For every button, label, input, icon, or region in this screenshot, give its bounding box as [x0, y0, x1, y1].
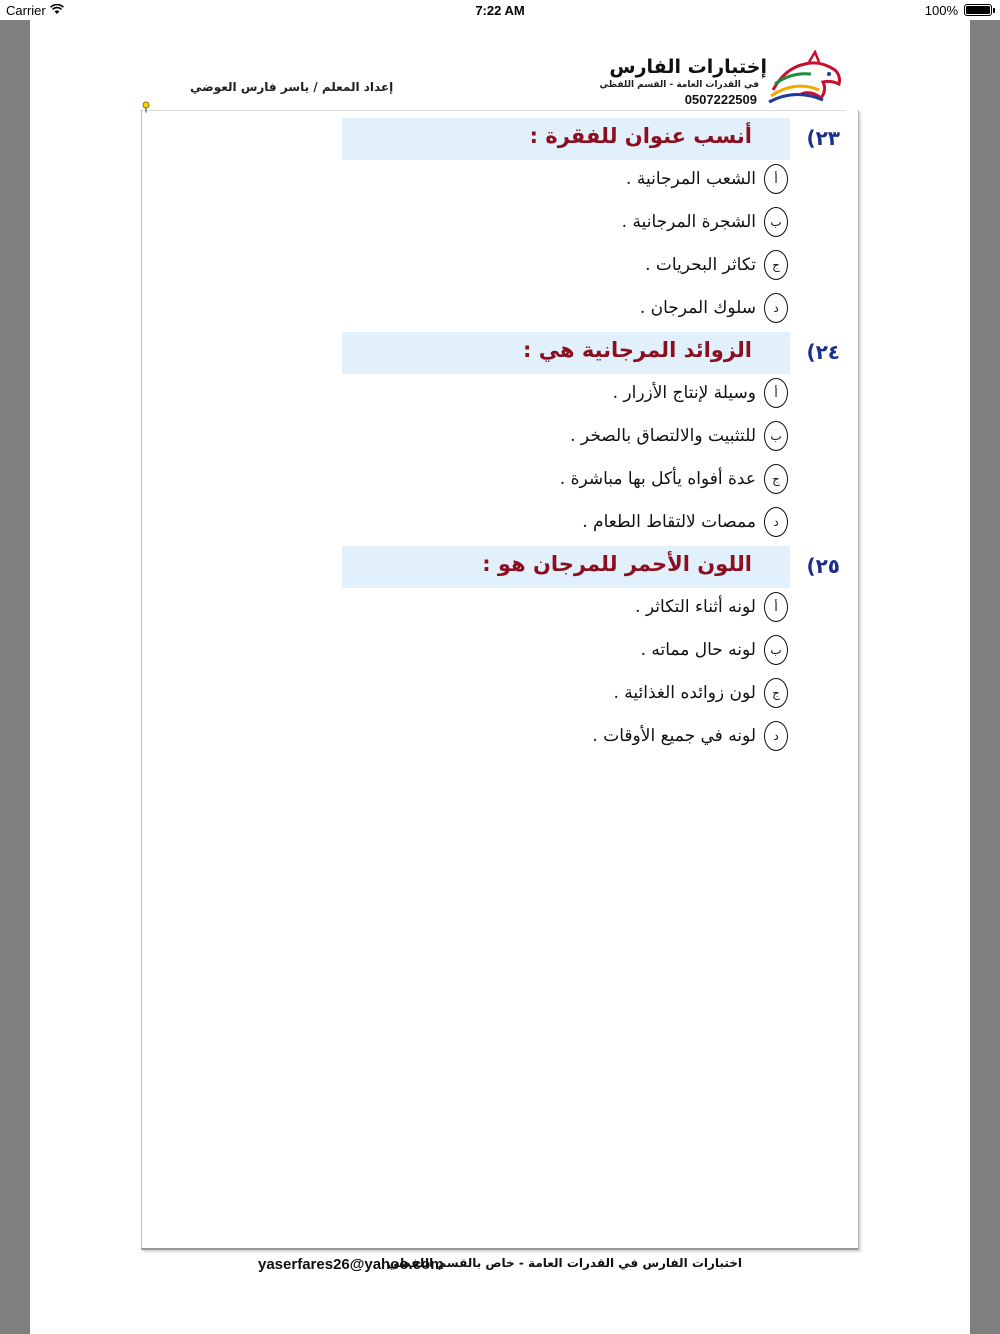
question-text: الزوائد المرجانية هي : — [523, 338, 752, 362]
logo-subtitle: في القدرات العامة - القسم اللفظي — [599, 80, 759, 90]
teacher-name: إعداد المعلم / ياسر فارس العوضي — [190, 80, 394, 94]
clock: 7:22 AM — [475, 3, 525, 18]
option-letter-circle[interactable]: ج — [764, 678, 788, 708]
battery-percent: 100% — [924, 3, 958, 18]
option-letter-circle[interactable]: أ — [764, 592, 788, 622]
answer-option[interactable] — [626, 162, 788, 196]
option-text: تكاثر البحريات . — [645, 255, 756, 275]
logo-title: إختبارات الفارس — [609, 56, 767, 78]
option-letter-circle[interactable]: ب — [764, 207, 788, 237]
pin-icon — [142, 98, 150, 110]
horse-head-icon — [765, 50, 845, 110]
answer-option[interactable] — [622, 205, 788, 239]
battery-fill — [966, 6, 990, 14]
answer-option[interactable] — [641, 633, 788, 667]
battery-icon — [964, 4, 992, 16]
option-text: وسيلة لإنتاج الأزرار . — [612, 383, 756, 403]
document-page[interactable] — [30, 20, 970, 1334]
status-bar — [0, 0, 1000, 20]
carrier-label: Carrier — [6, 3, 46, 18]
option-letter-circle[interactable]: د — [764, 293, 788, 323]
answer-option[interactable] — [645, 248, 788, 282]
answer-option[interactable] — [613, 376, 788, 410]
question-number: ٢٤) — [806, 340, 840, 364]
answer-option[interactable] — [592, 719, 788, 753]
answer-option[interactable] — [614, 676, 789, 710]
question-text: أنسب عنوان للفقرة : — [529, 124, 752, 148]
logo-phone: 0507222509 — [684, 92, 757, 107]
logo — [599, 50, 845, 110]
answer-option[interactable] — [560, 462, 788, 496]
option-text: الشجرة المرجانية . — [621, 212, 756, 232]
option-text: لونه في جميع الأوقات . — [592, 726, 756, 746]
option-text: الشعب المرجانية . — [626, 169, 756, 189]
option-text: للتثبيت والالتصاق بالصخر . — [570, 426, 756, 446]
question-number: ٢٥) — [806, 554, 840, 578]
footer-email: yaserfares26@yahoo.com — [258, 1256, 444, 1273]
answer-option[interactable] — [582, 505, 788, 539]
option-text: ممصات لالتقاط الطعام . — [582, 512, 756, 532]
option-letter-circle[interactable]: د — [764, 507, 788, 537]
option-letter-circle[interactable]: أ — [764, 378, 788, 408]
option-text: عدة أفواه يأكل بها مباشرة . — [559, 469, 756, 489]
question-text: اللون الأحمر للمرجان هو : — [482, 552, 752, 576]
answer-option[interactable] — [570, 419, 788, 453]
footer-title: اختبارات الفارس في القدرات العامة - خاص بالقسم اللفظي — [387, 1256, 742, 1270]
option-letter-circle[interactable]: ب — [764, 635, 788, 665]
option-text: سلوك المرجان . — [639, 298, 756, 318]
option-text: لون زوائده الغذائية . — [613, 683, 756, 703]
answer-option[interactable] — [635, 590, 788, 624]
option-text: لونه أثناء التكاثر . — [635, 597, 756, 617]
answer-option[interactable] — [640, 291, 788, 325]
option-letter-circle[interactable]: ج — [764, 250, 788, 280]
option-letter-circle[interactable]: ج — [764, 464, 788, 494]
option-letter-circle[interactable]: د — [764, 721, 788, 751]
option-letter-circle[interactable]: ب — [764, 421, 788, 451]
option-letter-circle[interactable]: أ — [764, 164, 788, 194]
option-text: لونه حال مماته . — [640, 640, 756, 660]
question-number: ٢٣) — [806, 126, 840, 150]
